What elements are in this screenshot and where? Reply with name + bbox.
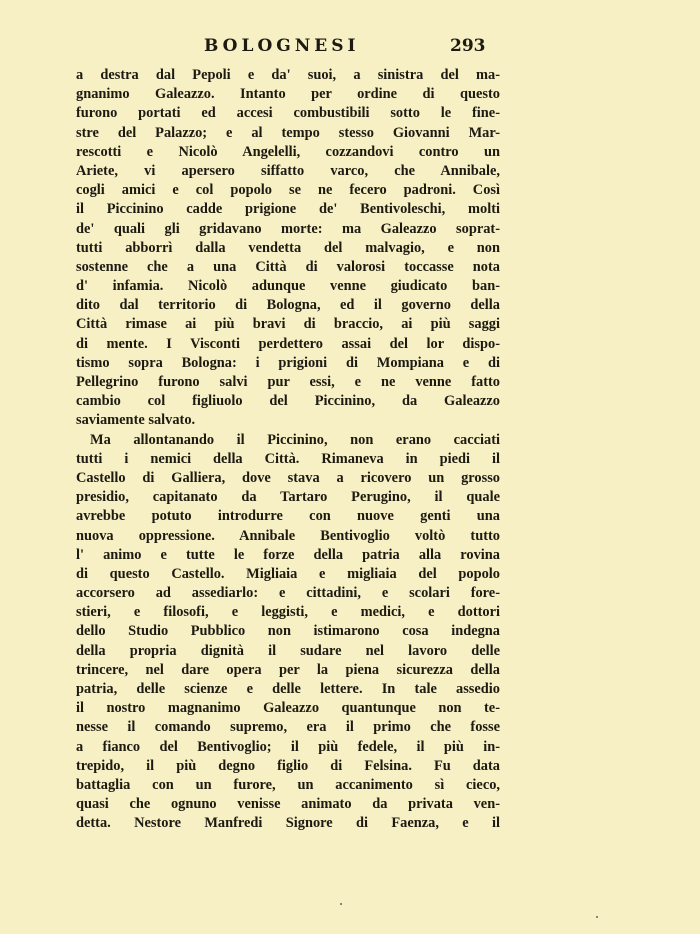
text-line: gnanimo Galeazzo. Intanto per ordine di questo (76, 86, 500, 103)
text-line: sostenne che a una Città di valorosi toccasse nota (76, 258, 500, 275)
text-line: accorsero ad assediarlo: e cittadini, e scolari fore- (76, 585, 500, 602)
paragraph (76, 431, 500, 834)
paper-speck (596, 916, 598, 918)
text-line: nuova oppressione. Annibale Bentivoglio voltò tutto (76, 527, 500, 544)
text-line: detta. Nestore Manfredi Signore di Faenza, e il (76, 815, 500, 832)
text-line: Castello di Galliera, dove stava a ricovero un grosso (76, 469, 500, 486)
text-line: patria, delle scienze e delle lettere. In tale assedio (76, 681, 500, 697)
text-line: della propria dignità il sudare nel lavoro delle (76, 642, 500, 659)
text-line: saviamente salvato. (76, 412, 196, 429)
text-line: cogli amici e col popolo se ne fecero padroni. Così (76, 182, 500, 199)
text-line: trincere, nel dare opera per la piena sicurezza della (76, 661, 500, 678)
text-line: cambio col figliuolo del Piccinino, da Galeazzo (76, 393, 500, 410)
text-line: battaglia con un furore, un accanimento sì cieco, (76, 776, 500, 793)
text-line: furono portati ed accesi combustibili sotto le fine- (76, 105, 500, 122)
text-line: Ma allontanando il Piccinino, non erano cacciati (90, 431, 500, 448)
text-line: il nostro magnanimo Galeazzo quantunque non te- (76, 700, 500, 717)
text-line: tismo sopra Bologna: i prigioni di Mompiana e di (76, 354, 500, 371)
text-line: dello Studio Pubblico non istimarono cosa indegna (76, 623, 500, 640)
text-line: rescotti e Nicolò Angelelli, cozzandovi contro un (76, 143, 500, 160)
text-line: de' quali gli gridavano morte: ma Galeazzo soprat- (76, 220, 500, 237)
page-number: 293 (450, 36, 486, 56)
text-line: il Piccinino cadde prigione de' Bentivoleschi, molti (76, 201, 500, 218)
text-line: nesse il comando supremo, era il primo che fosse (76, 719, 500, 736)
text-line: presidio, capitanato da Tartaro Perugino, il quale (76, 489, 500, 506)
text-line: stieri, e filosofi, e leggisti, e medici, e dottori (76, 604, 500, 621)
text-line: a destra dal Pepoli e da' suoi, a sinistra del ma- (76, 67, 500, 83)
text-line: avrebbe potuto introdurre con nuove genti una (76, 508, 500, 525)
paper-speck (340, 903, 342, 905)
text-line: Ariete, vi apersero siffatto varco, che Annibale, (76, 162, 500, 179)
text-line: Città rimase ai più bravi di braccio, ai più saggi (76, 316, 500, 333)
text-line: a fianco del Bentivoglio; il più fedele, il più in- (76, 738, 500, 755)
text-line: di mente. I Visconti perdettero assai del lor dispo- (76, 335, 500, 352)
running-title: BOLOGNESI (204, 36, 360, 56)
text-line: trepido, il più degno figlio di Felsina. Fu data (76, 757, 500, 774)
text-line: stre del Palazzo; e al tempo stesso Giovanni Mar- (76, 124, 500, 141)
text-line: tutti i nemici della Città. Rimaneva in piedi il (76, 450, 500, 467)
text-line: l' animo e tutte le forze della patria alla rovina (76, 546, 500, 563)
text-line: tutti abborrì dalla vendetta del malvagio, e non (76, 239, 500, 256)
text-line: di questo Castello. Migliaia e migliaia del popolo (76, 565, 500, 582)
body-text (76, 66, 500, 834)
text-line: dito dal territorio di Bologna, ed il governo della (76, 297, 500, 314)
text-line: Pellegrino furono salvi pur essi, e ne venne fatto (76, 374, 500, 390)
paragraph (76, 66, 500, 431)
text-line: d' infamia. Nicolò adunque venne giudicato ban- (76, 278, 500, 295)
text-line: quasi che ognuno venisse animato da privata ven- (76, 796, 500, 813)
